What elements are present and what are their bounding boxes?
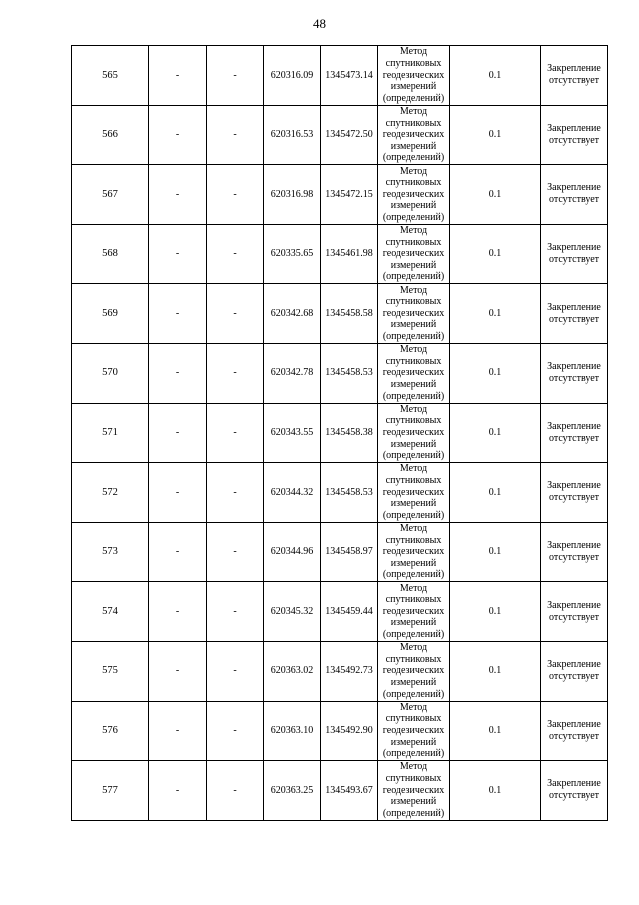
fixation-cell-line: Закрепление: [547, 122, 601, 134]
method-cell-line: Метод: [399, 701, 428, 713]
precision-cell: 0.1: [450, 224, 541, 284]
empty-cell-3: -: [207, 761, 264, 821]
point-number-cell: 576: [72, 701, 149, 761]
empty-cell-2: -: [149, 463, 207, 523]
method-cell-line: измерений: [390, 557, 437, 569]
method-cell-line: Метод: [399, 165, 428, 177]
empty-cell-2: -: [149, 284, 207, 344]
table-row: [72, 701, 608, 761]
method-cell: [378, 582, 450, 642]
fixation-cell-line: Закрепление: [547, 778, 601, 790]
method-cell-line: спутниковых: [385, 773, 442, 785]
fixation-cell-line: Закрепление: [547, 420, 601, 432]
method-cell-line: измерений: [390, 498, 437, 510]
fixation-cell-line: отсутствует: [548, 254, 600, 266]
method-cell-line: геодезических: [382, 725, 445, 737]
x-coordinate-cell: 620343.55: [264, 403, 321, 463]
method-cell-line: (определений): [382, 152, 445, 164]
table-row: [72, 641, 608, 701]
point-number-cell: 571: [72, 403, 149, 463]
point-number-cell: 572: [72, 463, 149, 523]
x-coordinate-cell: 620335.65: [264, 224, 321, 284]
fixation-cell: [541, 641, 608, 701]
page-number: 48: [313, 16, 326, 31]
y-coordinate-cell: 1345461.98: [321, 224, 378, 284]
precision-cell: 0.1: [450, 46, 541, 106]
empty-cell-3: -: [207, 165, 264, 225]
method-cell-line: (определений): [382, 629, 445, 641]
y-coordinate-cell: 1345458.38: [321, 403, 378, 463]
empty-cell-2: -: [149, 641, 207, 701]
table-row: [72, 105, 608, 165]
method-cell-line: измерений: [390, 617, 437, 629]
method-cell-line: Метод: [399, 761, 428, 773]
x-coordinate-cell: 620344.96: [264, 522, 321, 582]
method-cell: [378, 641, 450, 701]
x-coordinate-cell: 620342.78: [264, 343, 321, 403]
fixation-cell-line: отсутствует: [548, 492, 600, 504]
method-cell-line: измерений: [390, 319, 437, 331]
x-coordinate-cell: 620342.68: [264, 284, 321, 344]
empty-cell-3: -: [207, 641, 264, 701]
fixation-cell-line: отсутствует: [548, 611, 600, 623]
method-cell-line: измерений: [390, 736, 437, 748]
point-number-cell: 565: [72, 46, 149, 106]
empty-cell-3: -: [207, 522, 264, 582]
method-cell-line: (определений): [382, 807, 445, 819]
empty-cell-3: -: [207, 701, 264, 761]
method-cell-line: геодезических: [382, 665, 445, 677]
precision-cell: 0.1: [450, 463, 541, 523]
method-cell-line: геодезических: [382, 188, 445, 200]
method-cell-line: (определений): [382, 688, 445, 700]
fixation-cell: [541, 224, 608, 284]
method-cell-line: спутниковых: [385, 117, 442, 129]
method-cell-line: Метод: [399, 344, 428, 356]
fixation-cell: [541, 165, 608, 225]
method-cell: [378, 403, 450, 463]
method-cell-line: спутниковых: [385, 594, 442, 606]
method-cell: [378, 343, 450, 403]
method-cell-line: (определений): [382, 92, 445, 104]
precision-cell: 0.1: [450, 761, 541, 821]
method-cell-line: геодезических: [382, 486, 445, 498]
x-coordinate-cell: 620363.02: [264, 641, 321, 701]
fixation-cell-line: Закрепление: [547, 718, 601, 730]
table-row: [72, 522, 608, 582]
fixation-cell-line: Закрепление: [547, 361, 601, 373]
empty-cell-2: -: [149, 165, 207, 225]
empty-cell-2: -: [149, 582, 207, 642]
method-cell-line: спутниковых: [385, 177, 442, 189]
fixation-cell-line: отсутствует: [548, 313, 600, 325]
method-cell: [378, 463, 450, 523]
method-cell-line: Метод: [399, 642, 428, 654]
fixation-cell: [541, 105, 608, 165]
empty-cell-2: -: [149, 46, 207, 106]
fixation-cell-line: Закрепление: [547, 599, 601, 611]
precision-cell: 0.1: [450, 701, 541, 761]
method-cell-line: геодезических: [382, 605, 445, 617]
fixation-cell: [541, 522, 608, 582]
empty-cell-2: -: [149, 522, 207, 582]
method-cell: [378, 165, 450, 225]
fixation-cell: [541, 582, 608, 642]
method-cell-line: спутниковых: [385, 236, 442, 248]
fixation-cell-line: Закрепление: [547, 63, 601, 75]
table-row: [72, 463, 608, 523]
fixation-cell: [541, 284, 608, 344]
fixation-cell-line: Закрепление: [547, 301, 601, 313]
method-cell-line: спутниковых: [385, 713, 442, 725]
y-coordinate-cell: 1345473.14: [321, 46, 378, 106]
y-coordinate-cell: 1345493.67: [321, 761, 378, 821]
method-cell-line: (определений): [382, 509, 445, 521]
point-number-cell: 568: [72, 224, 149, 284]
method-cell: [378, 761, 450, 821]
precision-cell: 0.1: [450, 165, 541, 225]
method-cell-line: (определений): [382, 569, 445, 581]
fixation-cell: [541, 343, 608, 403]
table-row: [72, 46, 608, 106]
x-coordinate-cell: 620316.09: [264, 46, 321, 106]
empty-cell-2: -: [149, 105, 207, 165]
precision-cell: 0.1: [450, 284, 541, 344]
fixation-cell-line: Закрепление: [547, 540, 601, 552]
x-coordinate-cell: 620363.10: [264, 701, 321, 761]
point-number-cell: 575: [72, 641, 149, 701]
method-cell-line: Метод: [399, 225, 428, 237]
y-coordinate-cell: 1345472.15: [321, 165, 378, 225]
method-cell-line: геодезических: [382, 546, 445, 558]
x-coordinate-cell: 620316.98: [264, 165, 321, 225]
precision-cell: 0.1: [450, 582, 541, 642]
x-coordinate-cell: 620316.53: [264, 105, 321, 165]
method-cell: [378, 701, 450, 761]
point-number-cell: 569: [72, 284, 149, 344]
fixation-cell-line: отсутствует: [548, 75, 600, 87]
method-cell-line: Метод: [399, 523, 428, 535]
method-cell-line: геодезических: [382, 69, 445, 81]
x-coordinate-cell: 620344.32: [264, 463, 321, 523]
point-number-cell: 570: [72, 343, 149, 403]
method-cell-line: (определений): [382, 211, 445, 223]
precision-cell: 0.1: [450, 641, 541, 701]
method-cell-line: Метод: [399, 105, 428, 117]
method-cell-line: спутниковых: [385, 534, 442, 546]
x-coordinate-cell: 620345.32: [264, 582, 321, 642]
empty-cell-3: -: [207, 224, 264, 284]
fixation-cell: [541, 46, 608, 106]
fixation-cell-line: отсутствует: [548, 432, 600, 444]
method-cell-line: измерений: [390, 200, 437, 212]
method-cell-line: геодезических: [382, 427, 445, 439]
method-cell-line: геодезических: [382, 307, 445, 319]
point-number-cell: 574: [72, 582, 149, 642]
y-coordinate-cell: 1345492.90: [321, 701, 378, 761]
fixation-cell-line: отсутствует: [548, 134, 600, 146]
table-row: [72, 284, 608, 344]
method-cell-line: геодезических: [382, 367, 445, 379]
method-cell-line: (определений): [382, 748, 445, 760]
method-cell-line: Метод: [399, 463, 428, 475]
fixation-cell-line: отсутствует: [548, 671, 600, 683]
fixation-cell: [541, 701, 608, 761]
method-cell: [378, 284, 450, 344]
method-cell-line: спутниковых: [385, 653, 442, 665]
method-cell-line: Метод: [399, 582, 428, 594]
method-cell-line: измерений: [390, 81, 437, 93]
method-cell: [378, 522, 450, 582]
fixation-cell-line: Закрепление: [547, 242, 601, 254]
y-coordinate-cell: 1345459.44: [321, 582, 378, 642]
fixation-cell: [541, 463, 608, 523]
empty-cell-3: -: [207, 463, 264, 523]
method-cell-line: измерений: [390, 140, 437, 152]
fixation-cell: [541, 403, 608, 463]
precision-cell: 0.1: [450, 343, 541, 403]
method-cell-line: геодезических: [382, 784, 445, 796]
empty-cell-2: -: [149, 224, 207, 284]
fixation-cell-line: отсутствует: [548, 552, 600, 564]
method-cell-line: Метод: [399, 46, 428, 58]
method-cell-line: измерений: [390, 259, 437, 271]
method-cell-line: спутниковых: [385, 415, 442, 427]
method-cell-line: Метод: [399, 284, 428, 296]
y-coordinate-cell: 1345458.97: [321, 522, 378, 582]
table-row: [72, 582, 608, 642]
table-row: [72, 343, 608, 403]
empty-cell-3: -: [207, 582, 264, 642]
fixation-cell-line: Закрепление: [547, 659, 601, 671]
point-number-cell: 573: [72, 522, 149, 582]
method-cell-line: измерений: [390, 438, 437, 450]
y-coordinate-cell: 1345458.53: [321, 463, 378, 523]
fixation-cell-line: Закрепление: [547, 182, 601, 194]
table-row: [72, 403, 608, 463]
method-cell-line: измерений: [390, 379, 437, 391]
empty-cell-3: -: [207, 403, 264, 463]
precision-cell: 0.1: [450, 522, 541, 582]
method-cell-line: спутниковых: [385, 475, 442, 487]
method-cell-line: измерений: [390, 796, 437, 808]
fixation-cell-line: Закрепление: [547, 480, 601, 492]
fixation-cell-line: отсутствует: [548, 730, 600, 742]
method-cell-line: (определений): [382, 450, 445, 462]
empty-cell-3: -: [207, 284, 264, 344]
table-body: [72, 46, 608, 821]
method-cell-line: спутниковых: [385, 296, 442, 308]
table-row: [72, 224, 608, 284]
method-cell: [378, 105, 450, 165]
fixation-cell-line: отсутствует: [548, 194, 600, 206]
precision-cell: 0.1: [450, 105, 541, 165]
coordinates-table: [71, 45, 608, 821]
fixation-cell-line: отсутствует: [548, 373, 600, 385]
x-coordinate-cell: 620363.25: [264, 761, 321, 821]
table-row: [72, 165, 608, 225]
precision-cell: 0.1: [450, 403, 541, 463]
method-cell-line: (определений): [382, 390, 445, 402]
table-row: [72, 761, 608, 821]
fixation-cell-line: отсутствует: [548, 790, 600, 802]
y-coordinate-cell: 1345458.58: [321, 284, 378, 344]
empty-cell-2: -: [149, 343, 207, 403]
empty-cell-3: -: [207, 46, 264, 106]
empty-cell-2: -: [149, 403, 207, 463]
empty-cell-2: -: [149, 701, 207, 761]
method-cell-line: измерений: [390, 677, 437, 689]
empty-cell-3: -: [207, 105, 264, 165]
point-number-cell: 566: [72, 105, 149, 165]
empty-cell-2: -: [149, 761, 207, 821]
method-cell-line: (определений): [382, 271, 445, 283]
fixation-cell: [541, 761, 608, 821]
y-coordinate-cell: 1345492.73: [321, 641, 378, 701]
y-coordinate-cell: 1345472.50: [321, 105, 378, 165]
point-number-cell: 577: [72, 761, 149, 821]
method-cell-line: (определений): [382, 331, 445, 343]
point-number-cell: 567: [72, 165, 149, 225]
method-cell: [378, 224, 450, 284]
method-cell-line: геодезических: [382, 129, 445, 141]
method-cell: [378, 46, 450, 106]
method-cell-line: Метод: [399, 403, 428, 415]
method-cell-line: спутниковых: [385, 355, 442, 367]
empty-cell-3: -: [207, 343, 264, 403]
y-coordinate-cell: 1345458.53: [321, 343, 378, 403]
method-cell-line: спутниковых: [385, 57, 442, 69]
method-cell-line: геодезических: [382, 248, 445, 260]
